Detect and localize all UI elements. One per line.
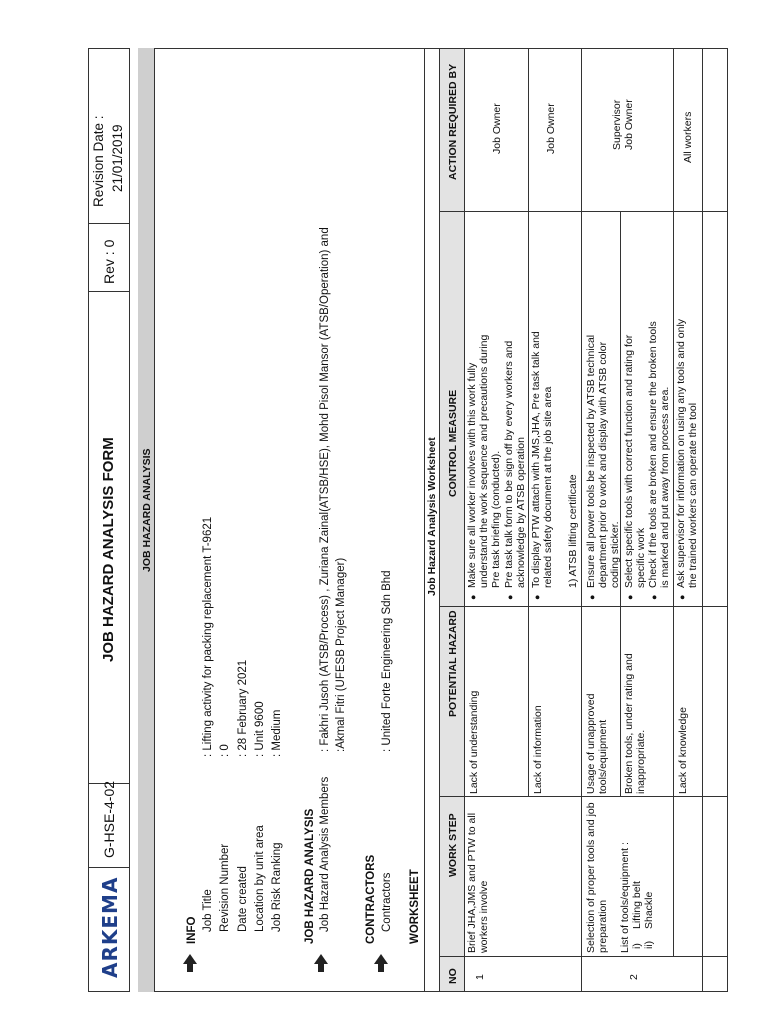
arrow-icon [374,954,388,964]
col-control-measure: CONTROL MEASURE [447,389,459,497]
row2-tools-heading: List of tools/equipment : [619,842,631,953]
jha-members-line1: : Fakhri Jusoh (ATSB/Process) , Zuriana Zainal(ATSB/HSE), Mohd Pisol Mansor (ATSB/Operation) and [319,227,331,752]
contractors-value: : United Forte Engineering Sdn Bhd [381,570,393,752]
jha-form-page: ARKEMA G-HSE-4-02 JOB HAZARD ANALYSIS FORM Rev : 0 Revision Date : 21/01/2019 JOB HAZARD ANALYSIS INFO Job Title Revision Number Date created Location by unit area Job Risk Ranking : Lifting activity for packing replacement T-9621 : 0 : 28 February 2021 : Unit 9600 : Medium JOB HAZARD ANALYSIS Job Hazard Analysis Members : Fakhri Jusoh (ATSB/Process) , Zuriana Zainal(ATSB/HSE), Mohd Pisol Mansor (ATSB/Operation) and :Akmal Fitri (UFESB Project Manager) CONTRACTORS Contractors : United Forte Engineering Sdn Bhd WORKSHEET Job Hazard Analysis Worksheet NO WORK STEP POTENTIAL HAZARD CONTROL MEASURE ACTION REQUIRED BY 1 Brief JHA,JMS and PTW to all workers involve Lack of understanding ● Make sure all worker involves with this work fully understand the work sequence and precautions during Pre task briefing (conducted). ● Pre task talk form to be sign off by every workers and acknowledge by ATSB operation Job Owner Lack of information ● To display PTW attach with JMS,JHA, Pre task talk and related safety document at the job site area 1) ATSB lifting certificate Job Owner 2 Selection of proper tools and job preparation List of tools/equipment : i) Lifting belt ii) Shackle Usage of unapproved tools/equipment ● Ensure all power tools be inspected by ATSB technical department prior to work and display with ATSB color coding sticker. Broken tools, under rating and inappropriate. ● Select specific tools with correct function and rating for specific work ● Check if the tools are broken and ensure the broken tools is marked and put away from process area. Supervisor Job Owner Lack of knowledge ● Ask supervisor for information on using any tools and only the trained workers can operate the tool All workers [88,48,728,992]
arrow-icon [183,954,197,964]
row1-hazard-b: Lack of information [532,705,544,794]
row2-action-ab: Job Owner [623,99,635,150]
row2-control-c: Ask supervisor for information on using any tools and only [675,318,687,588]
row1-control-a1: Make sure all worker involves with this work fully [466,362,478,588]
row2-control-b1: specific work [635,527,647,588]
info-value: : Unit 9600 [254,701,266,757]
jha-heading: JOB HAZARD ANALYSIS [304,808,316,944]
row2-step-line: preparation [597,899,609,953]
row2-tool-number: i) [631,943,643,949]
row2-action-ab: Supervisor [611,99,623,150]
info-label: Date created [237,866,249,932]
row2-control-a: department prior to work and display with ATSB color [597,341,609,588]
row1-action-b: Job Owner [545,103,557,154]
jha-members-line2: :Akmal Fitri (UFESB Project Manager) [335,557,347,752]
row2-hazard-b: Broken tools, under rating and [623,653,635,794]
row1-action-a: Job Owner [491,103,503,154]
row1-step-line: Brief JHA,JMS and PTW to all [466,812,478,953]
info-label: Job Risk Ranking [271,842,283,932]
contractors-heading: CONTRACTORS [365,854,377,944]
row2-action-c: All workers [682,111,694,163]
revision-date-label: Revision Date : [91,115,106,207]
row2-control-a: coding sticker. [609,521,621,588]
info-value: : Medium [271,709,283,757]
row2-tool-item: Shackle [643,891,655,929]
row1-no: 1 [474,974,486,980]
row2-hazard-a: Usage of unapproved [585,693,597,794]
row1-control-b1: related safety document at the job site area [542,386,554,588]
col-action-required-by: ACTION REQUIRED BY [447,63,459,180]
info-label: Job Title [202,889,214,932]
section-title: JOB HAZARD ANALYSIS [141,448,153,572]
form-title: JOB HAZARD ANALYSIS FORM [100,437,117,662]
info-value: : 28 February 2021 [237,659,249,757]
row2-hazard-a: tools/equipment [597,719,609,794]
row2-tool-item: Lifting belt [631,881,643,929]
arrow-icon [314,954,328,964]
col-work-step: WORK STEP [447,813,459,877]
info-value: : Lifting activity for packing replacement T-9621 [202,516,214,757]
row2-step-line: Selection of proper tools and job [585,802,597,953]
row2-control-b2: is marked and put away from process area. [659,386,671,588]
row2-hazard-c: Lack of knowledge [677,707,689,794]
info-label: Location by unit area [254,825,266,932]
doc-code: G-HSE-4-02 [101,780,117,858]
info-value: : 0 [219,744,231,757]
revision-number: Rev : 0 [101,239,117,284]
row2-control-c: the trained workers can operate the tool [687,402,699,588]
worksheet-heading: WORKSHEET [409,869,421,944]
contractors-label: Contractors [381,872,393,932]
arkema-logo: ARKEMA [98,876,122,978]
row1-hazard-a: Lack of understanding [468,690,480,794]
row1-control-b1: To display PTW attach with JMS,JHA, Pre task talk and [530,331,542,588]
row2-control-b1: Select specific tools with correct function and rating for [623,334,635,588]
row1-control-a2: Pre task talk form to be sign off by every workers and [503,340,515,588]
row1-control-a2: acknowledge by ATSB operation [515,437,527,588]
jha-members-label: Job Hazard Analysis Members [319,776,331,932]
worksheet-title: Job Hazard Analysis Worksheet [426,437,438,596]
row2-no: 2 [628,974,640,980]
row1-control-b2: 1) ATSB lifting certificate [567,474,579,588]
row1-step-line: workers involve [478,880,490,953]
info-heading: INFO [186,916,198,944]
row1-control-a1: Pre task briefing (conducted). [490,450,502,588]
revision-date: 21/01/2019 [110,124,125,192]
info-label: Revision Number [219,843,231,932]
row2-tool-number: ii) [643,940,655,949]
row2-control-b2: Check if the tools are broken and ensure the broken tools [647,321,659,588]
col-no: NO [447,968,459,984]
row2-hazard-b: inappropriate. [635,729,647,794]
col-potential-hazard: POTENTIAL HAZARD [447,610,459,717]
row1-control-a1: understand the work sequence and precautions during [478,334,490,588]
row2-control-a: Ensure all power tools be inspected by ATSB technical [585,334,597,588]
